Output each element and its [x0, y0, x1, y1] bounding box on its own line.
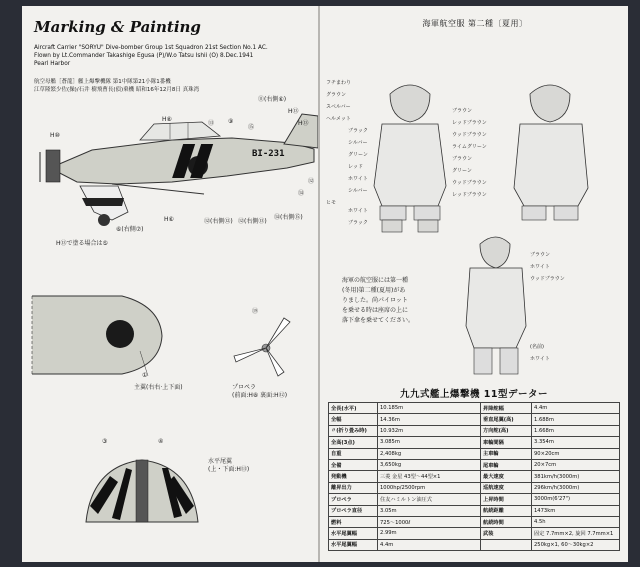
description-line: Flown by Lt.Commander Takashige Egusa (P)/W.o Tatsu Ishii (O) 8.Dec.1941 [34, 53, 254, 59]
color-tag: ホワイト [348, 176, 368, 182]
spec-value: 1.668m [532, 425, 620, 436]
tail-label: (上・下面:H⑬) [208, 466, 250, 473]
callout: H⑬ [298, 120, 309, 127]
color-tag: シルバー [348, 140, 368, 146]
note-line: 海軍の航空服には第一種 [342, 277, 409, 284]
color-tag: ブラック [348, 128, 368, 134]
tail-label: 水平尾翼 [208, 458, 233, 465]
color-tag: レッド [348, 164, 363, 170]
color-tag: スペルバー [326, 104, 351, 110]
spec-value: 725〜1000ℓ [378, 516, 481, 527]
spec-value: 20×7cm [532, 459, 620, 470]
spec-key: 発動機 [329, 471, 378, 482]
spec-value: 4.5h [532, 516, 620, 527]
callout: ⑮ [248, 124, 255, 131]
spec-key: 全幅 [329, 414, 378, 425]
callout: H⑥ [164, 216, 174, 223]
spec-key: 航続距離 [481, 505, 532, 516]
spec-key: 燃料 [329, 516, 378, 527]
color-tag: グラウン [326, 92, 347, 98]
spec-value: 三菱 金星 43型〜44型×1 [378, 471, 481, 482]
table-row [329, 437, 620, 448]
spec-key: 航続時間 [481, 516, 532, 527]
wing-label: 主翼(右右·上下面) [134, 384, 183, 391]
spec-value: 14.36m [378, 414, 481, 425]
table-row [329, 482, 620, 493]
spec-value: 3000m(6'27") [532, 494, 620, 505]
callout: ⑫ [308, 178, 315, 185]
spec-value: 1473km [532, 505, 620, 516]
spec-key: 水平尾翼幅 [329, 539, 378, 550]
spec-value: 381km/h(3000m) [532, 471, 620, 482]
color-tag: ブラウン [452, 108, 473, 114]
note-line: を乗せる時は座席の上に [342, 307, 409, 314]
description-line: Aircraft Carrier "SORYU" Dive-bomber Group 1st Squadron 21st Section No.1 AC. [34, 45, 268, 51]
callout: ⑥(右側⑦) [116, 226, 144, 233]
color-tag: ブラック [348, 220, 368, 226]
spec-key: 〃(折り畳み時) [329, 425, 378, 436]
tail-callout: ③ [102, 438, 108, 445]
spec-value: 10.185m [378, 403, 481, 414]
callout: ⑭ [298, 190, 305, 197]
table-row [329, 494, 620, 505]
note-line: 落下傘を乗せてください。 [342, 317, 415, 324]
spec-value: 住友ハミルトン油圧式 [378, 494, 481, 505]
prop-label: プロペラ [232, 384, 257, 391]
spec-key: 全長(水平) [329, 403, 378, 414]
spec-key: プロペラ直径 [329, 505, 378, 516]
color-tag: ホワイト [530, 264, 550, 270]
table-row [329, 425, 620, 436]
color-tag: ヒモ [326, 200, 337, 206]
tail-callout: ④ [158, 438, 164, 445]
color-tag: フチまわり [326, 80, 352, 86]
color-tag: ホワイト [530, 356, 550, 362]
spec-value: 2,408kg [378, 448, 481, 459]
spec-value: 3.05m [378, 505, 481, 516]
page-title: Marking & Painting [34, 18, 201, 36]
color-tag: シルバー [348, 188, 368, 194]
right-page [320, 6, 628, 562]
table-row [329, 448, 620, 459]
callout: ⑫(右側⑬) [238, 218, 267, 225]
table-row [329, 403, 620, 414]
flight-suit-header: 海軍航空服 第二種〔夏用〕 [422, 19, 528, 28]
table-row [329, 471, 620, 482]
color-tag: ブラウン [452, 156, 473, 162]
callout: ⑬ [208, 120, 215, 127]
spec-key: 自重 [329, 448, 378, 459]
color-tag: ヘルメット [326, 116, 351, 122]
spec-key: 垂直尾翼(高) [481, 414, 532, 425]
nose-callout: ① [142, 372, 148, 379]
callout: ⑭(右側⑮) [274, 214, 303, 221]
callout: H⑬ [288, 108, 299, 115]
spec-key: 尾車輪 [481, 459, 532, 470]
prop-callout: ⑲ [252, 308, 259, 315]
callout: ⑪(右側⑥) [258, 96, 287, 103]
spec-key: 上昇時間 [481, 494, 532, 505]
callout: ⑫(右側⑫) [204, 218, 233, 225]
specification-table [328, 402, 620, 551]
spec-value: 4.4m [532, 403, 620, 414]
color-tag: ウッドブラウン [452, 180, 487, 186]
color-tag: グリーン [348, 152, 368, 158]
callout: H⑧ [162, 116, 172, 123]
spec-value: 3.354m [532, 437, 620, 448]
description-line: 航空母艦［蒼龍］艦上爆撃機隊 第1中隊第21小隊1番機 [34, 79, 171, 85]
spec-value: 90×20cm [532, 448, 620, 459]
spec-value: 250kg×1, 60〜30kg×2 [532, 539, 620, 550]
color-tag: レッドブラウン [452, 192, 487, 198]
prop-label: (前面:H⑧ 裏面:H⑫) [232, 392, 288, 399]
spec-value: 3,650kg [378, 459, 481, 470]
spec-key: 最大速度 [481, 471, 532, 482]
fuselage-code: BI-231 [252, 149, 285, 159]
spec-value: 4.4m [378, 539, 481, 550]
spec-key: プロペラ [329, 494, 378, 505]
color-tag: ライムグリーン [452, 144, 487, 150]
spec-key: 主車輪 [481, 448, 532, 459]
spec-value: 296km/h(3000m) [532, 482, 620, 493]
description-line: Pearl Harbor [34, 61, 71, 67]
color-tag: グリーン [452, 168, 472, 174]
color-tag: ウッドブラウン [530, 276, 565, 282]
spec-key: 方向舵(高) [481, 425, 532, 436]
color-tag: レッドブラウン [452, 120, 487, 126]
left-page [22, 6, 318, 562]
spec-value: 2.99m [378, 528, 481, 539]
spec-value: 1000hp/2500rpm [378, 482, 481, 493]
spec-key: 水平尾翼幅 [329, 528, 378, 539]
table-row [329, 414, 620, 425]
callout: H⑩ [50, 132, 60, 139]
spec-key: 車輪間隔 [481, 437, 532, 448]
table-row [329, 459, 620, 470]
tail-plane-detail [22, 6, 318, 562]
spec-key: 巡航速度 [481, 482, 532, 493]
color-tag: ブラウン [530, 252, 551, 258]
note-line: りました。尚パイロット [342, 297, 408, 304]
spec-value: 10.932m [378, 425, 481, 436]
spec-key [481, 539, 532, 550]
spec-key: 全備 [329, 459, 378, 470]
color-tag: (名前) [530, 344, 544, 350]
callout: H⑬で塗る場合は⑤ [56, 240, 108, 247]
note-line: (冬用)第二種(夏用)があ [342, 287, 406, 294]
table-row [329, 539, 620, 550]
spec-value: 固定 7.7mm×2, 旋回 7.7mm×1 [532, 528, 620, 539]
data-table-title: 九九式艦上爆撃機 11型データー [399, 389, 549, 400]
color-tag: ホワイト [348, 208, 368, 214]
table-row [329, 505, 620, 516]
flight-suit-note [342, 276, 452, 326]
description-line: 江草隆繁少佐(操)/石井 樹飛曹長(偵)乗機 昭和16年12月8日 真珠湾 [34, 87, 200, 93]
spec-key: 離昇出力 [329, 482, 378, 493]
spec-key: 全高(3点) [329, 437, 378, 448]
table-row [329, 516, 620, 527]
table-row [329, 528, 620, 539]
spec-value: 3.085m [378, 437, 481, 448]
spec-value: 1.688m [532, 414, 620, 425]
spec-key: 昇降舵幅 [481, 403, 532, 414]
spec-key: 武装 [481, 528, 532, 539]
callout: ⑨ [228, 118, 234, 125]
color-tag: ウッドブラウン [452, 132, 487, 138]
